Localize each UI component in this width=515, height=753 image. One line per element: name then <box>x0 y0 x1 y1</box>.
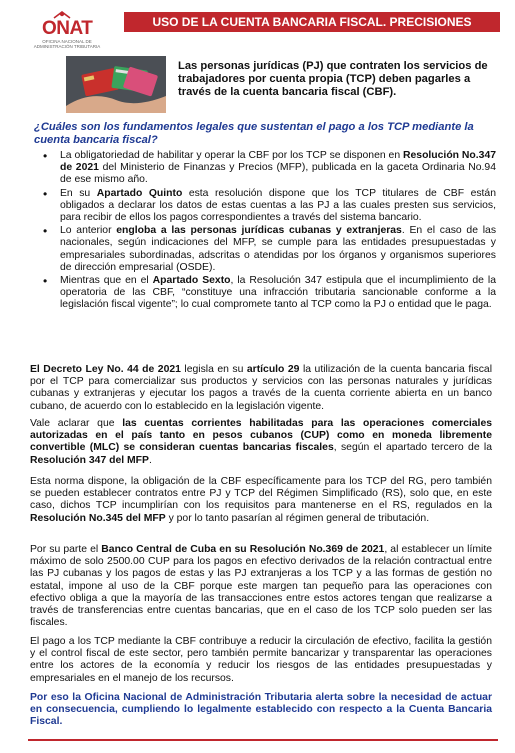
paragraph-norma: Esta norma dispone, la obligación de la CBF específicamente para los TCP del RG, pero también se pueden establecer contratos entre PJ y TCP del Régimen Simplificado (RS), solo que, en este caso, dichos TCP incumplirían con los requisitos para mantenerse en el RS, regulados en la Resolución No.345 del MFP y por lo tanto pasarían al régimen general de tributación. <box>30 476 492 524</box>
legal-basis-list <box>40 150 496 313</box>
logo-wordmark: ONAT <box>42 18 93 39</box>
logo-subtitle: OFICINA NACIONAL DE ADMINISTRACIÓN TRIBUTARIA <box>33 39 101 49</box>
list-item: • La obligatoriedad de habilitar y operar la CBF por los TCP se disponen en Resolución No.347 de 2021 del Ministerio de Finanzas y Precios (MFP), publicada en la gaceta Ordinaria No.94 de ese mismo año. <box>40 150 496 187</box>
paragraph-reduccion-efectivo: El pago a los TCP mediante la CBF contribuye a reducir la circulación de efectivo, facilita la gestión y el control fiscal de este sector, pero también permite bancarizar y transparentar las operaciones entre los actores de la economía y reducir los riesgos de las entidades presupuestadas y empresariales en el manejo de los recursos. <box>30 636 492 684</box>
onat-logo <box>4 8 122 48</box>
page-title-bar <box>124 12 500 32</box>
list-item: • Mientras que en el Apartado Sexto, la Resolución 347 estipula que el incumplimiento de la operatoria de las CBF, “constituye una infracción tributaria sancionable conforme a la legislación fiscal vigente”; lo cual compromete tanto al TCP como la PJ o entidad que le paga. <box>40 275 496 312</box>
hand-holding-cards-icon <box>66 56 166 113</box>
paragraph-banco-central: Por su parte el Banco Central de Cuba en su Resolución No.369 de 2021, al establecer un límite máximo de solo 2500.00 CUP para los pagos en efectivo derivados de la relación contractual entre las PJ cubanas y los pagos de estas y las PJ extranjeras a los TCP y a las formas de gestión no estatal, impone al uso de la CBF porque este margen tan pequeño para las operaciones con efectivo obliga a que la mayoría de las transacciones entre estos actores tengan que realizarse a través de transferencias entre cuentas bancarias, que en el caso de los TCP solo pueden ser las fiscales. <box>30 544 492 629</box>
bank-cards-photo <box>66 56 166 113</box>
paragraph-onat-alerta: Por eso la Oficina Nacional de Administración Tributaria alerta sobre la necesidad de actuar en consecuencia, cumpliendo lo legalmente establecido con respecto a la Cuenta Bancaria Fiscal. <box>30 692 492 728</box>
section-question: ¿Cuáles son los fundamentos legales que sustentan el pago a los TCP mediante la cuenta bancaria fiscal? <box>34 121 474 146</box>
list-item: • Lo anterior engloba a las personas jurídicas cubanas y extranjeras. En el caso de las nacionales, según indicaciones del MFP, se cumple para las entidades presupuestadas y empresariales subordinadas, adscritas o atendidas por los órganos y organismos superiores de dirección empresarial (OSDE). <box>40 225 496 274</box>
list-item: • En su Apartado Quinto esta resolución dispone que los TCP titulares de CBF están obligados a declarar los datos de estas cuentas a las PJ a las cuales presten sus servicios, para recibir de ellos los pagos correspondientes a través del sistema bancario. <box>40 188 496 225</box>
page-title: USO DE LA CUENTA BANCARIA FISCAL. PRECISIONES <box>152 15 472 29</box>
intro-text: Las personas jurídicas (PJ) que contraten los servicios de trabajadores por cuenta propia (TCP) deben pagarles a través de la cuenta bancaria fiscal (CBF). <box>178 60 488 98</box>
footer-divider <box>28 739 498 741</box>
paragraph-cuentas-corrientes: Vale aclarar que las cuentas corrientes habilitadas para las operaciones comerciales autorizadas en el país tanto en pesos cubanos (CUP) como en moneda libremente convertible (MLC) se consideran cuentas bancarias fiscales, según el apartado tercero de la Resolución 347 del MFP. <box>30 418 493 466</box>
paragraph-decreto-ley: El Decreto Ley No. 44 de 2021 legisla en su artículo 29 la utilización de la cuenta bancaria fiscal por el TCP para comercializar sus productos y servicios con las personas naturales y jurídicas cubanas y extranjeras y ejecutar los pagos a través de la cuenta corriente abierta en un banco cubano, de acuerdo con lo establecido en la legislación vigente. <box>30 364 492 412</box>
